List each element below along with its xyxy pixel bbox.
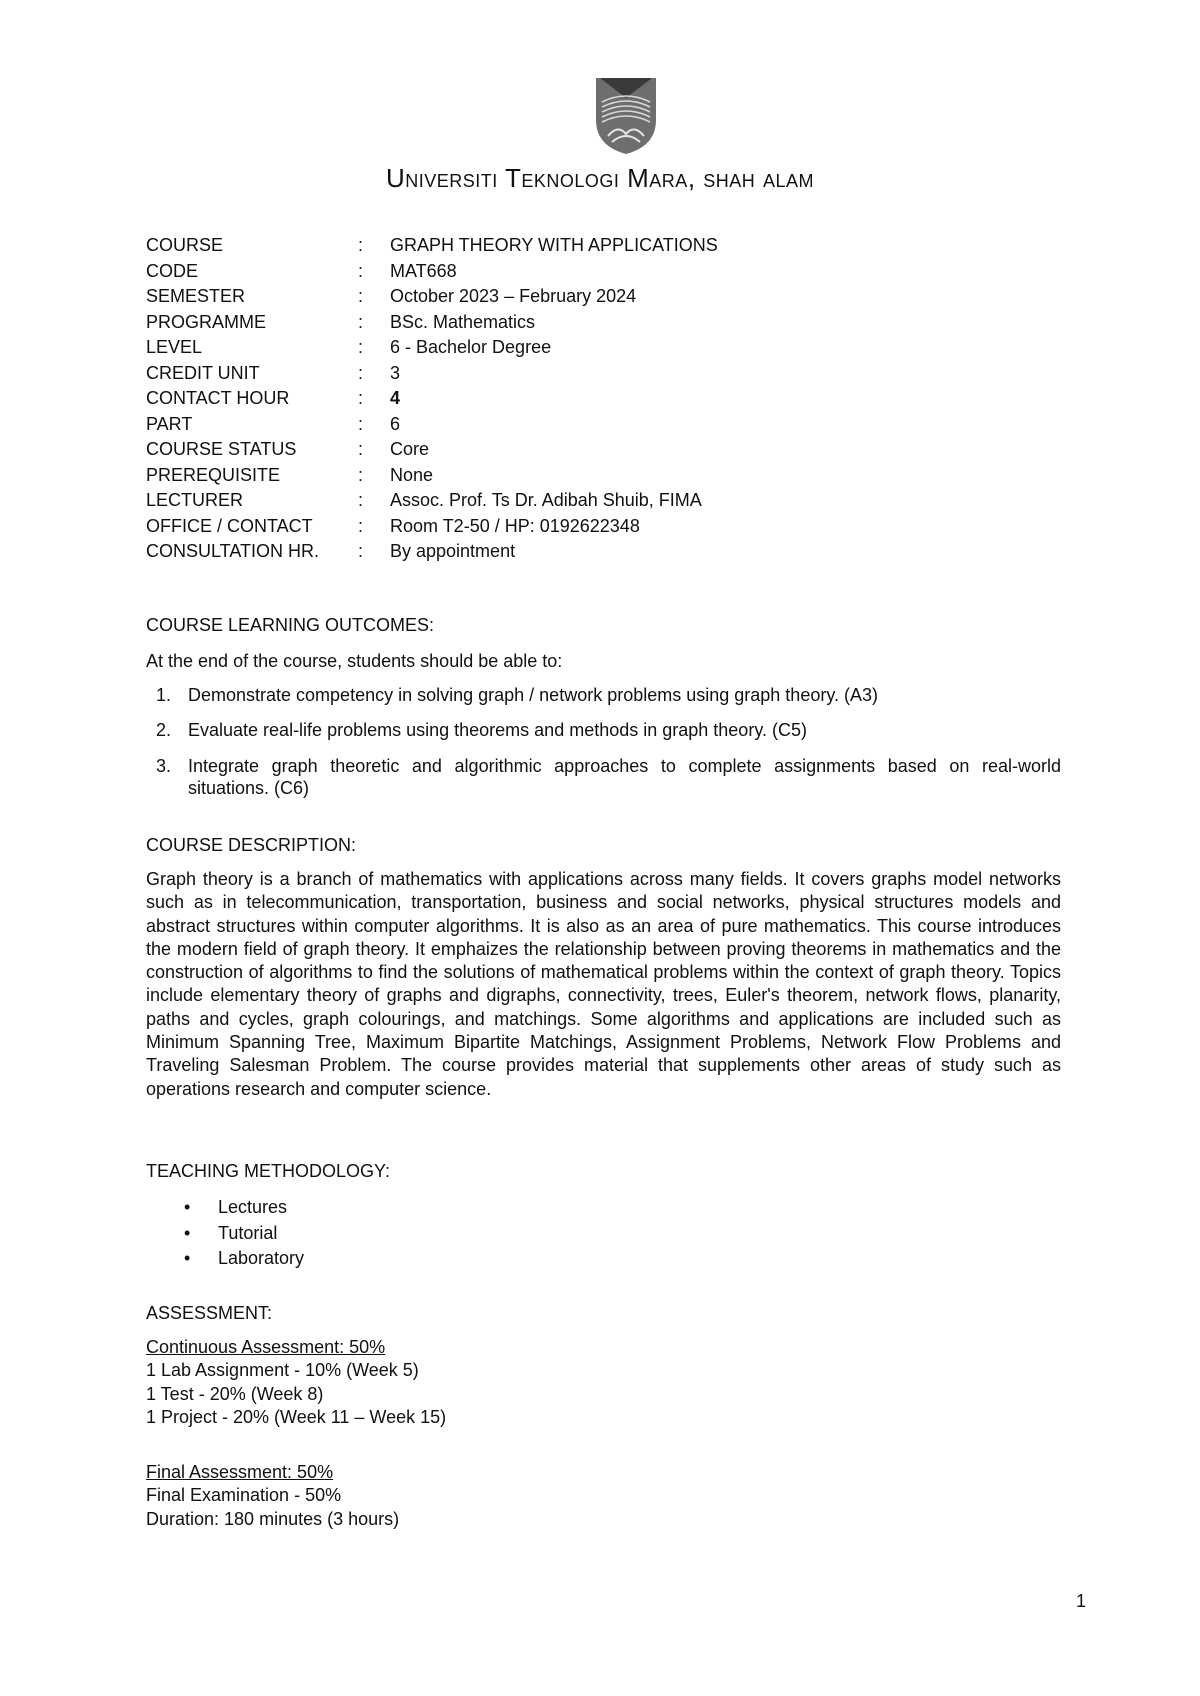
course-info-label: CREDIT UNIT [146,362,260,383]
course-info-row [146,488,718,514]
course-info-value: None [390,464,434,485]
course-info-label: CONSULTATION HR. [146,541,320,562]
teaching-item-text: Laboratory [218,1248,305,1268]
course-info-label: COURSE [146,235,224,256]
outcome-item [146,684,1061,707]
course-info-value: By appointment [390,541,516,562]
assessment-item: 1 Lab Assignment - 10% (Week 5) [146,1360,419,1381]
description-text: Graph theory is a branch of mathematics with applications across many fields. It covers graphs model networks such as in telecommunication, transportation, business and social networks, physical structures models and abstract structures within computer algorithms. It is also as an area of pure mathematics. This course introduces the modern field of graph theory. It emphaizes the relationship between proving theorems in mathematics and the construction of algorithms to find the solutions of mathematical problems within the context of graph theory. Topics include elementary theory of graphs and digraphs, connectivity, trees, Euler's theorem, network flows, planarity, paths and cycles, graph colourings, and matchings. Some algorithms and applications are included such as Minimum Spanning Tree, Maximum Bipartite Matchings, Assignment Problems, Network Flow Problems and Traveling Salesman Problem. The course provides material that supplements other areas of study such as operations research and computer science. [146,869,1061,1099]
course-info-separator: : [358,515,364,536]
assessment-item: Duration: 180 minutes (3 hours) [146,1508,400,1529]
outcome-text: Demonstrate competency in solving graph / network problems using graph theory. (A3) [188,685,879,705]
course-info-separator: : [358,541,364,562]
outcomes-intro: At the end of the course, students should be able to: [146,651,563,671]
course-info-value: 6 [390,413,401,434]
course-info-label: SEMESTER [146,286,246,307]
university-logo-icon [594,76,658,156]
teaching-item [146,1196,304,1222]
course-info-separator: : [358,490,364,511]
course-info-label: PROGRAMME [146,311,267,332]
course-info-label: LECTURER [146,490,244,511]
course-info-value: 6 - Bachelor Degree [390,337,552,358]
course-info-separator: : [358,260,364,281]
course-info-row [146,259,718,285]
course-info-value: October 2023 – February 2024 [390,286,637,307]
course-info-row [146,310,718,336]
course-info-value: Room T2-50 / HP: 0192622348 [390,515,640,536]
course-info-row [146,412,718,438]
course-info-row [146,463,718,489]
course-info-separator: : [358,235,364,256]
university-title: Universiti Teknologi Mara, shah alam [385,163,815,193]
outcome-number: 2. [156,720,172,741]
page-number: 1 [1076,1591,1087,1611]
course-info-separator: : [358,311,364,332]
course-info-value: Assoc. Prof. Ts Dr. Adibah Shuib, FIMA [390,490,702,511]
final-assessment [146,1461,399,1531]
course-info-label: LEVEL [146,337,203,358]
course-info-label: OFFICE / CONTACT [146,515,313,536]
continuous-assessment-title: Continuous Assessment: 50% [146,1337,386,1357]
course-info-value: BSc. Mathematics [390,311,536,332]
course-info-row [146,437,718,463]
course-info-label: PREREQUISITE [146,464,281,485]
course-info-label: COURSE STATUS [146,439,297,460]
assessment-item: Final Examination - 50% [146,1485,342,1506]
teaching-list [146,1196,304,1273]
teaching-item-text: Tutorial [218,1222,278,1243]
bullet-icon: • [184,1248,191,1268]
course-info-separator: : [358,337,364,358]
teaching-item [146,1247,304,1273]
course-info-separator: : [358,413,364,434]
outcome-text: Integrate graph theoretic and algorithmic approaches to complete assignments based on real-world situations. (C6) [188,755,1061,799]
outcomes-heading: COURSE LEARNING OUTCOMES: [146,615,435,635]
course-info-value: GRAPH THEORY WITH APPLICATIONS [390,235,718,256]
course-info-value: 3 [390,362,401,383]
assessment-item: 1 Project - 20% (Week 11 – Week 15) [146,1406,447,1427]
outcome-item [146,719,1061,742]
teaching-item-text: Lectures [218,1197,288,1217]
outcomes-list [146,684,1061,812]
course-info-row [146,284,718,310]
course-info-separator: : [358,362,364,383]
course-info-table [146,233,718,565]
course-info-separator: : [358,464,364,485]
course-info-row [146,386,718,412]
final-assessment-title: Final Assessment: 50% [146,1462,334,1482]
bullet-icon: • [184,1197,191,1217]
outcome-item [146,755,1061,800]
course-info-row [146,335,718,361]
assessment-item: 1 Test - 20% (Week 8) [146,1383,324,1404]
course-info-value: 4 [390,388,401,409]
bullet-icon: • [184,1222,191,1243]
course-info-row [146,233,718,259]
course-info-value: Core [390,439,430,460]
course-info-value: MAT668 [390,260,457,281]
course-info-label: PART [146,413,193,434]
course-info-separator: : [358,388,364,409]
course-info-label: CONTACT HOUR [146,388,290,409]
teaching-item [146,1222,304,1248]
outcome-number: 3. [156,755,172,776]
outcome-number: 1. [156,685,172,705]
continuous-assessment [146,1336,446,1429]
outcome-text: Evaluate real-life problems using theorems and methods in graph theory. (C5) [188,720,807,741]
course-info-label: CODE [146,260,199,281]
course-info-separator: : [358,439,364,460]
course-info-row [146,514,718,540]
assessment-heading: ASSESSMENT: [146,1303,273,1323]
course-info-separator: : [358,286,364,307]
course-info-row [146,361,718,387]
description-heading: COURSE DESCRIPTION: [146,835,357,855]
course-info-row [146,539,718,565]
teaching-heading: TEACHING METHODOLOGY: [146,1161,391,1181]
